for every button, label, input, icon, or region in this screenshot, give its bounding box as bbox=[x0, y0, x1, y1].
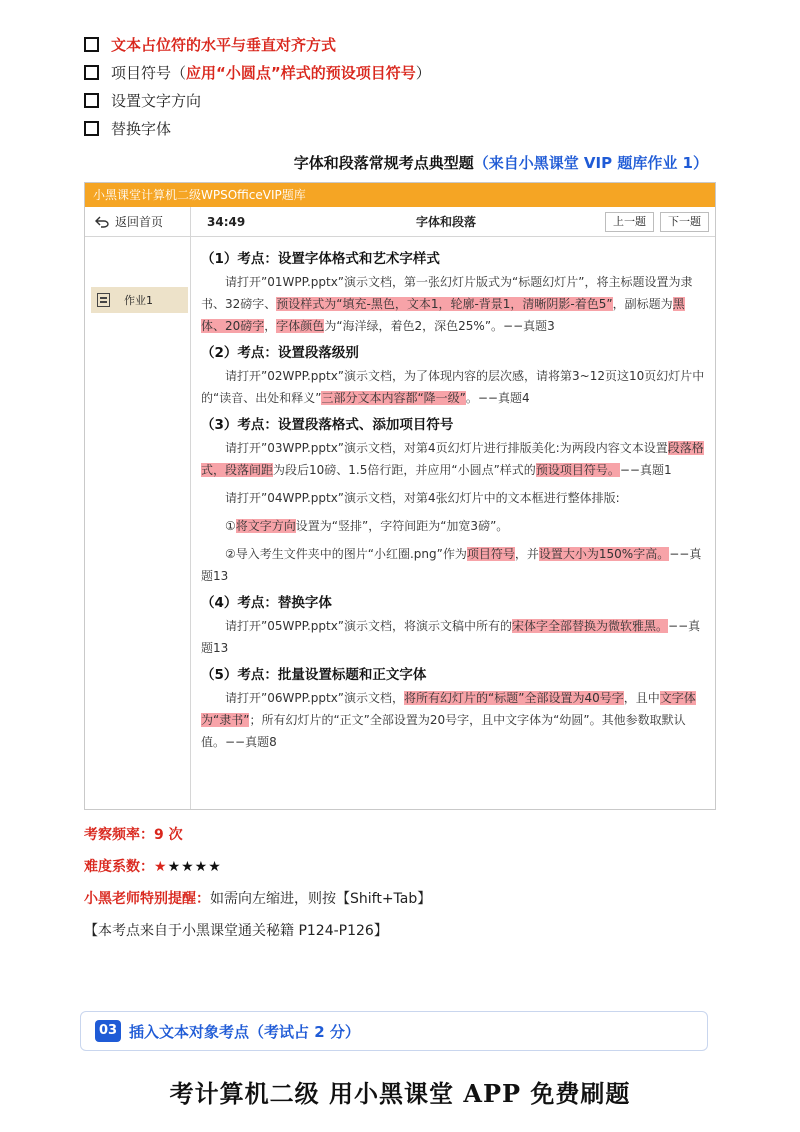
section-heading-source: （来自小黑课堂 VIP 题库作业 1） bbox=[473, 154, 708, 172]
text-run: 请打开”02WPP.pptx”演示文档，为了体现内容的层次感，请将第3~12页这10页幻灯片中的“读音、出处和释义” bbox=[201, 369, 705, 405]
text-run: 请打开”06WPP.pptx”演示文档， bbox=[225, 691, 405, 705]
check-item-text: 文本占位符的水平与垂直对齐方式 bbox=[111, 35, 337, 54]
check-item-text: 设置文字方向 bbox=[111, 91, 202, 110]
question-text bbox=[201, 515, 707, 537]
difficulty-line bbox=[84, 856, 222, 876]
check-item-suffix: ） bbox=[415, 63, 431, 82]
back-arrow-icon bbox=[95, 216, 109, 228]
question-text bbox=[201, 365, 707, 409]
back-home-button[interactable] bbox=[85, 207, 191, 237]
difficulty-label: 难度系数： bbox=[84, 859, 154, 875]
check-item bbox=[84, 30, 431, 58]
text-run: ， bbox=[264, 319, 277, 333]
check-item bbox=[84, 114, 431, 142]
check-item bbox=[84, 86, 431, 114]
check-item-prefix: 项目符号（ bbox=[111, 63, 187, 82]
text-run: ① bbox=[225, 519, 236, 533]
question-heading: （5）考点：批量设置标题和正文字体 bbox=[201, 667, 427, 683]
tip-line bbox=[84, 888, 431, 908]
next-question-button[interactable]: 下一题 bbox=[660, 212, 709, 232]
sidebar bbox=[85, 237, 191, 809]
footer-slogan: 考计算机二级 用小黑课堂 APP 免费刷题 bbox=[169, 1079, 631, 1108]
text-run: −−真题13 bbox=[201, 619, 701, 655]
app-window bbox=[84, 182, 716, 810]
sidebar-item-homework1[interactable] bbox=[91, 287, 188, 313]
question-text bbox=[201, 615, 707, 659]
checkbox-icon[interactable] bbox=[84, 93, 99, 108]
text-run: ；所有幻灯片的“正文”全部设置为20号字，且中文字体为“幼圆”。其他参数取默认值。−−真题8 bbox=[201, 713, 686, 749]
question-heading: （3）考点：设置段落格式、添加项目符号 bbox=[201, 417, 454, 433]
section-heading bbox=[294, 152, 708, 173]
app-titlebar: 小黑课堂计算机二级WPSOfficeVIP题库 bbox=[85, 183, 715, 207]
text-run: ，且中 bbox=[623, 691, 660, 705]
tip-text: 如需向左缩进，则按【Shift+Tab】 bbox=[210, 891, 432, 907]
difficulty-stars bbox=[154, 859, 222, 875]
toolbar-title: 字体和段落 bbox=[415, 215, 476, 229]
question-text bbox=[201, 271, 707, 337]
text-run: 为段后10磅、1.5倍行距，并应用“小圆点”样式的 bbox=[273, 463, 536, 477]
text-run: −−真题13 bbox=[201, 547, 702, 583]
star-icons: ★★★★ bbox=[167, 859, 222, 875]
text-run: 设置为“竖排”，字符间距为“加宽3磅”。 bbox=[295, 519, 509, 533]
text-run: 请打开”04WPP.pptx”演示文档，对第4张幻灯片中的文本框进行整体排版: bbox=[225, 491, 620, 505]
text-run: 为“海洋绿，着色2，深色25%”。−−真题3 bbox=[324, 319, 555, 333]
prev-question-button[interactable]: 上一题 bbox=[605, 212, 654, 232]
highlight: 项目符号 bbox=[466, 547, 515, 561]
frequency-label: 考察频率： bbox=[84, 827, 154, 843]
question-content bbox=[191, 237, 715, 809]
question-heading: （4）考点：替换字体 bbox=[201, 595, 332, 611]
checkbox-icon[interactable] bbox=[84, 37, 99, 52]
highlight: 设置大小为150%字高。 bbox=[538, 547, 670, 561]
section-number-badge: 03 bbox=[95, 1020, 121, 1042]
highlight: 将所有幻灯片的“标题”全部设置为40号字 bbox=[404, 691, 624, 705]
text-run: 。−−真题4 bbox=[465, 391, 530, 405]
app-body bbox=[85, 237, 715, 809]
text-run: ，副标题为 bbox=[612, 297, 673, 311]
text-run: 请打开”01WPP.pptx”演示文档，第一张幻灯片版式为“标题幻灯片”，将主标题设置为隶书、32磅字、 bbox=[201, 275, 693, 311]
text-run: ②导入考生文件夹中的图片“小红圈.png”作为 bbox=[225, 547, 467, 561]
tip-label: 小黑老师特别提醒： bbox=[84, 891, 210, 907]
document-icon bbox=[97, 293, 110, 307]
text-run: −−真题1 bbox=[619, 463, 672, 477]
app-toolbar bbox=[85, 207, 715, 237]
sidebar-item-label: 作业1 bbox=[124, 294, 153, 307]
source-line: 【本考点来自于小黑课堂通关秘籍 P124-P126】 bbox=[84, 923, 388, 939]
highlight: 宋体字全部替换为微软雅黑。 bbox=[512, 619, 669, 633]
checkbox-icon[interactable] bbox=[84, 65, 99, 80]
checkbox-icon[interactable] bbox=[84, 121, 99, 136]
section-heading-main: 字体和段落常规考点典型题 bbox=[293, 154, 474, 172]
highlight: 段落格式，段落间距 bbox=[201, 441, 704, 477]
highlight: 三部分文本内容都“降一级” bbox=[321, 391, 466, 405]
text-run: 请打开”05WPP.pptx”演示文档，将演示文稿中所有的 bbox=[225, 619, 513, 633]
question-text bbox=[201, 543, 707, 587]
question-text bbox=[201, 687, 707, 753]
frequency-line bbox=[84, 824, 183, 844]
highlight: 预设项目符号。 bbox=[535, 463, 620, 477]
highlight: 字体颜色 bbox=[276, 319, 325, 333]
section-banner-title: 插入文本对象考点（考试占 2 分） bbox=[129, 1022, 360, 1041]
star-filled-icon: ★ bbox=[154, 859, 168, 875]
check-item-text: 替换字体 bbox=[111, 119, 172, 138]
highlight: 黑体、20磅字 bbox=[201, 297, 685, 333]
timer: 34:49 bbox=[207, 214, 246, 229]
highlight: 预设样式为“填充-黑色，文本1，轮廓-背景1，清晰阴影-着色5” bbox=[276, 297, 613, 311]
question-text bbox=[201, 437, 707, 481]
text-run: ，并 bbox=[514, 547, 539, 561]
frequency-value: 9 次 bbox=[154, 827, 183, 843]
checklist bbox=[84, 30, 431, 142]
check-item-red-text: 应用“小圆点”样式的预设项目符号 bbox=[186, 63, 416, 82]
check-item bbox=[84, 58, 431, 86]
section-banner bbox=[80, 1011, 708, 1051]
question-text bbox=[201, 487, 707, 509]
text-run: 请打开”03WPP.pptx”演示文档，对第4页幻灯片进行排版美化:为两段内容文本设置 bbox=[225, 441, 668, 455]
highlight: 文字体为“隶书” bbox=[201, 691, 696, 727]
highlight: 将文字方向 bbox=[235, 519, 296, 533]
back-home-label: 返回首页 bbox=[115, 215, 164, 229]
question-heading: （1）考点：设置字体格式和艺术字样式 bbox=[201, 251, 440, 267]
question-heading: （2）考点：设置段落级别 bbox=[201, 345, 359, 361]
